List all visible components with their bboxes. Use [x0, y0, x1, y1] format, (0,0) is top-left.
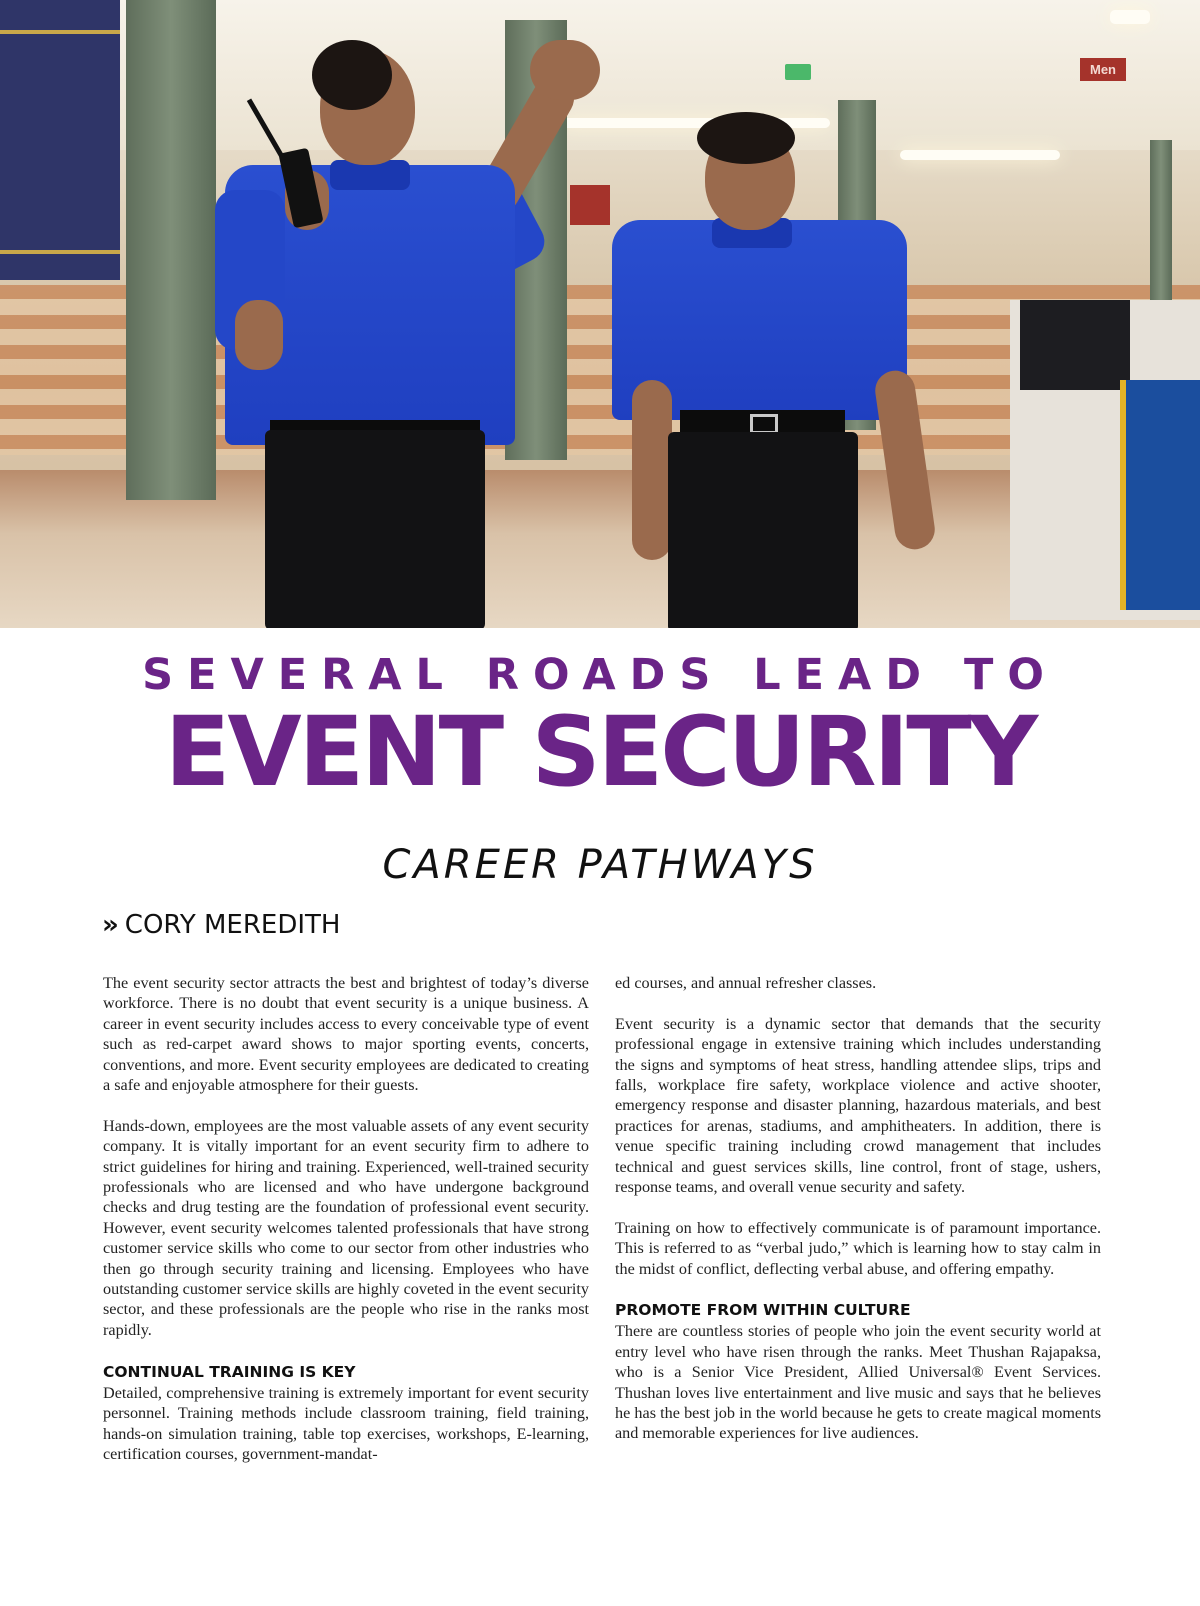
paragraph: Event security is a dynamic sector that demands that the security professional engage in extensive training which includes understanding the signs and symptoms of heat stress, handling attendee slips, trips and falls, workplace fire safety, workplace violence and active shooter, emergency response and disaster planning, hazardous materials, and best practices for arenas, stadiums, and amphitheaters. In addition, there is venue specific training including crowd management that includes technical and guest services skills, line control, front of stage, ushers, response teams, and overall venue security and safety.: [615, 1014, 1101, 1197]
hero-photo: [0, 0, 1200, 628]
subtitle: CAREER PATHWAYS: [382, 842, 818, 888]
kicker: SEVERAL ROADS LEAD TO: [142, 650, 1058, 700]
black-pants: [265, 430, 485, 628]
left-arm: [632, 380, 672, 560]
paragraph: Detailed, comprehensive training is extremely important for event security personnel. Training methods include classroom training, field training, hands-on simulation training, table top exercises, workshops, E-learning, certification courses, government-mandat-: [103, 1383, 589, 1463]
byline: [102, 910, 340, 940]
belt-buckle: [750, 414, 778, 434]
section-heading: PROMOTE FROM WITHIN CULTURE: [615, 1301, 911, 1320]
concession-kiosk: [1010, 300, 1200, 620]
kiosk-board: [1120, 380, 1200, 610]
wall-banner: [0, 0, 120, 280]
kiosk-screen: [1020, 300, 1130, 390]
ceiling-light: [900, 150, 1060, 160]
wall-sign: [570, 185, 610, 225]
paragraph: Training on how to effectively communicate is of paramount importance. This is referred to as “verbal judo,” which is learning how to stay calm in the midst of conflict, deflecting verbal abuse, and offering empathy.: [615, 1218, 1101, 1278]
paragraph: There are countless stories of people who join the event security world at entry level who have risen through the ranks. Meet Thushan Rajapaksa, who is a Senior Vice President, Allied Universal® Event Services. Thushan loves live entertainment and live music and says that he believes he has the best job in the world because he gets to create magical moments and memorable experiences for live audiences.: [615, 1322, 1101, 1443]
hair: [312, 40, 392, 110]
paragraph: The event security sector attracts the best and brightest of today’s diverse workforce. There is no doubt that event security is a unique business. A career in event security includes access to every conceivable type of event such as red-carpet award shows to major sporting events, concerts, conventions, and more. Event security employees are dedicated to creating a safe and enjoyable atmosphere for their guests.: [103, 974, 589, 1095]
chevron-right-icon: »: [102, 910, 119, 940]
author-name: CORY MEREDITH: [124, 910, 341, 940]
left-column: [103, 973, 589, 1485]
paragraph: ed courses, and annual refresher classes.: [615, 974, 877, 992]
exit-sign: [785, 64, 811, 80]
hair: [697, 112, 795, 164]
ceiling-light: [1110, 10, 1150, 24]
pillar: [126, 0, 216, 500]
paragraph: Hands-down, employees are the most valuable assets of any event security company. It is vitally important for an event security firm to adhere to strict guidelines for hiring and training. Experienced, well-trained security professionals who are licensed and who have undergone background checks and drug testing are the foundation of professional event security. However, event security welcomes talented professionals that have strong customer service skills who come to our sector from other industries who then go through security training and licensing. Employees who have outstanding customer service skills are highly coveted in the event security sector, and these professionals are the people who rise in the ranks most rapidly.: [103, 1116, 589, 1339]
restroom-sign: Men: [1080, 58, 1126, 81]
right-column: [615, 973, 1101, 1464]
page-title: EVENT SECURITY: [164, 696, 1036, 808]
section-heading: CONTINUAL TRAINING IS KEY: [103, 1362, 356, 1381]
forearm: [235, 300, 283, 370]
black-pants: [668, 432, 858, 628]
pointing-hand: [530, 40, 600, 100]
